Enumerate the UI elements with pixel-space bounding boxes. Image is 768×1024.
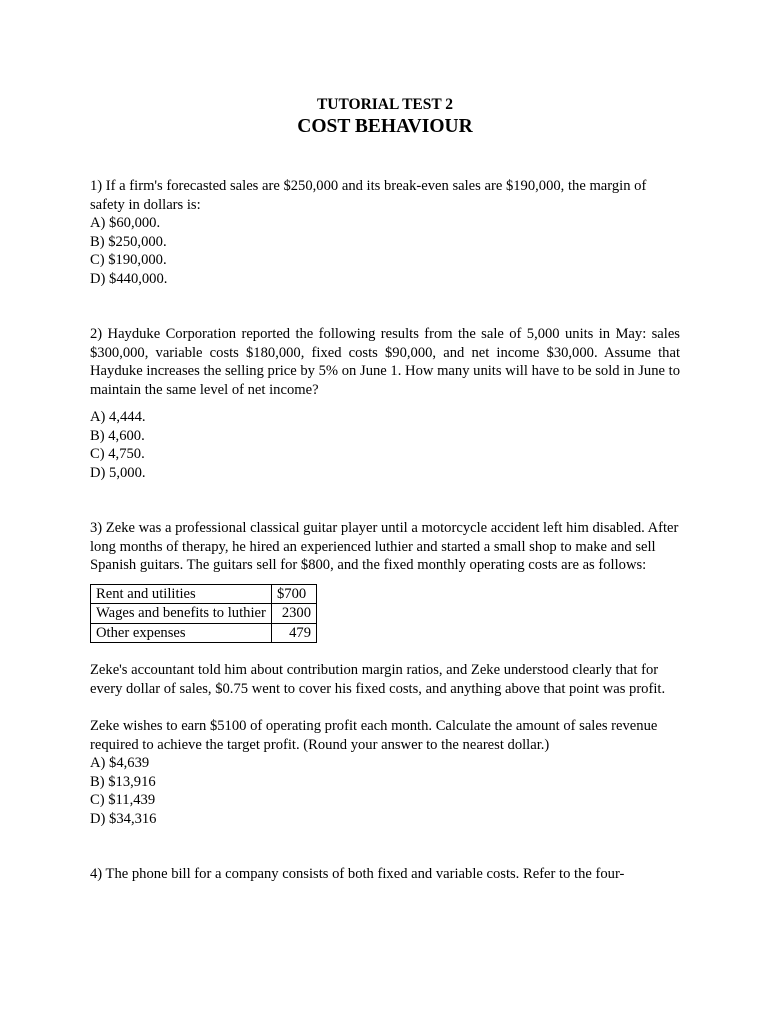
test-title: TUTORIAL TEST 2 bbox=[316, 96, 454, 113]
question-3-stem: 3) Zeke was a professional classical guitar player until a motorcycle accident left him disabled. After long months of therapy, he hired an experienced luthier and started a small shop to make and sell Spanish guitars. The guitars sell for $800, and the fixed monthly operating costs are as follows: bbox=[90, 520, 679, 573]
question-2-option-c: C) 4,750. bbox=[90, 446, 145, 462]
question-2-option-b: B) 4,600. bbox=[90, 427, 145, 444]
question-2-option-d: D) 5,000. bbox=[90, 464, 146, 481]
question-1-option-c: C) $190,000. bbox=[90, 252, 167, 268]
question-3-paragraph-1: Zeke's accountant told him about contribution margin ratios, and Zeke understood clearly that for every dollar of sales, $0.75 went to cover his fixed costs, and anything above that point was profit. bbox=[90, 662, 666, 697]
question-2 bbox=[90, 325, 680, 482]
topic-title: COST BEHAVIOUR bbox=[297, 116, 473, 137]
question-3-option-a: A) $4,639 bbox=[90, 755, 150, 771]
question-1-stem: 1) If a firm's forecasted sales are $250,000 and its break-even sales are $190,000, the margin of safety in dollars is: bbox=[90, 178, 647, 213]
question-2-options bbox=[90, 408, 680, 482]
cost-amount: 479 bbox=[272, 623, 317, 643]
question-4 bbox=[90, 865, 680, 884]
page-content bbox=[90, 95, 680, 884]
question-3-option-b: B) $13,916 bbox=[90, 773, 156, 790]
table-row bbox=[91, 584, 317, 604]
fixed-costs-table bbox=[90, 584, 317, 644]
table-row bbox=[91, 623, 317, 643]
question-3-paragraph-2: Zeke wishes to earn $5100 of operating profit each month. Calculate the amount of sales revenue required to achieve the target profit. (Round your answer to the nearest dollar.) bbox=[90, 718, 658, 753]
question-2-option-a: A) 4,444. bbox=[90, 409, 146, 425]
question-3 bbox=[90, 519, 680, 828]
question-3-option-d: D) $34,316 bbox=[90, 810, 157, 827]
question-1 bbox=[90, 177, 680, 288]
table-row bbox=[91, 604, 317, 624]
question-1-option-d: D) $440,000. bbox=[90, 270, 168, 287]
question-1-option-a: A) $60,000. bbox=[90, 215, 161, 231]
cost-label: Wages and benefits to luthier bbox=[91, 604, 272, 624]
cost-amount: 2300 bbox=[272, 604, 317, 624]
cost-label: Other expenses bbox=[91, 623, 272, 643]
question-1-option-b: B) $250,000. bbox=[90, 233, 167, 250]
cost-amount: $700 bbox=[272, 584, 317, 604]
question-3-options bbox=[90, 754, 680, 828]
question-1-options bbox=[90, 214, 680, 288]
question-2-stem: 2) Hayduke Corporation reported the following results from the sale of 5,000 units in May: sales $300,000, variable costs $180,000, fixed costs $90,000, and net income $30,000. Assume that Hayduke increases the selling price by 5% on June 1. How many units will have to be sold in June to maintain the same level of net income? bbox=[90, 326, 680, 398]
question-3-option-c: C) $11,439 bbox=[90, 792, 156, 808]
question-4-stem: 4) The phone bill for a company consists of both fixed and variable costs. Refer to the four- bbox=[90, 866, 625, 882]
cost-label: Rent and utilities bbox=[91, 584, 272, 604]
